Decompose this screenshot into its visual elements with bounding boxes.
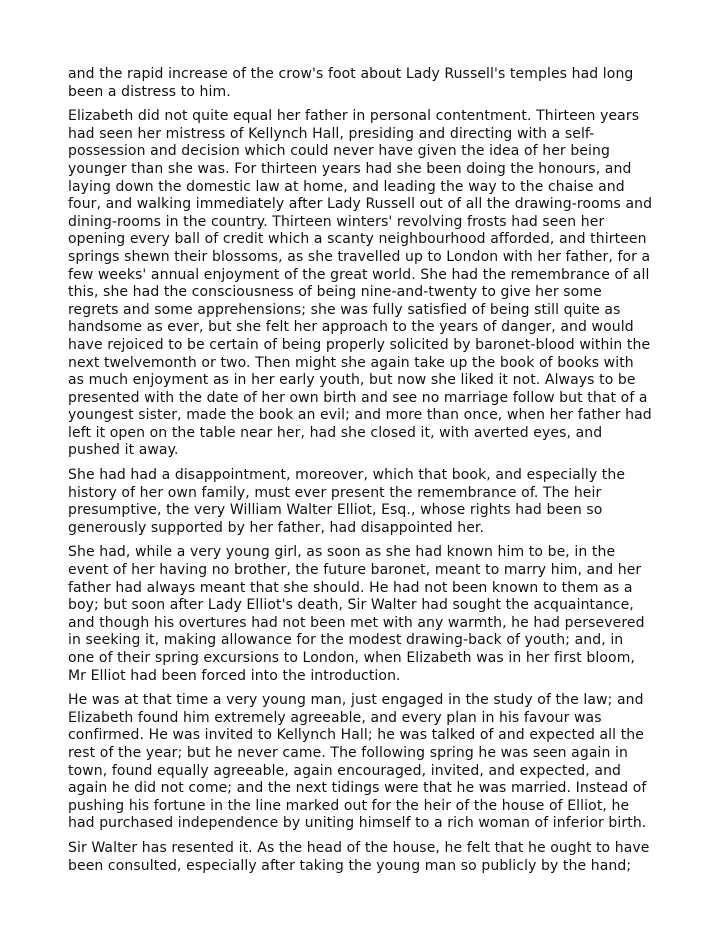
document-body [68, 66, 668, 882]
paragraph: Elizabeth did not quite equal her father in personal contentment. Thirteen years had seen her mistress of Kellynch Hall, presiding and directing with a self- possession and decision which could never have given the idea of her being younger than she was. For thirteen years had she been doing the honours, and laying down the domestic law at home, and leading the way to the chaise and four, and walking immediately after Lady Russell out of all the drawing-rooms and dining-rooms in the country. Thirteen winters' revolving frosts had seen her opening every ball of credit which a scanty neighbourhood afforded, and thirteen springs shewn their blossoms, as she travelled up to London with her father, for a few weeks' annual enjoyment of the great world. She had the remembrance of all this, she had the consciousness of being nine-and-twenty to give her some regrets and some apprehensions; she was fully satisfied of being still quite as handsome as ever, but she felt her approach to the years of danger, and would have rejoiced to be certain of being properly solicited by baronet-blood within the next twelvemonth or two. Then might she again take up the book of books with as much enjoyment as in her early youth, but now she liked it not. Always to be presented with the date of her own birth and see no marriage follow but that of a youngest sister, made the book an evil; and more than once, when her father had left it open on the table near her, had she closed it, with averted eyes, and pushed it away. [68, 108, 653, 459]
paragraph: He was at that time a very young man, just engaged in the study of the law; and Elizabeth found him extremely agreeable, and every plan in his favour was confirmed. He was invited to Kellynch Hall; he was talked of and expected all the rest of the year; but he never came. The following spring he was seen again in town, found equally agreeable, again encouraged, invited, and expected, and again he did not come; and the next tidings were that he was married. Instead of pushing his fortune in the line marked out for the heir of the house of Elliot, he had purchased independence by uniting himself to a rich woman of inferior birth. [68, 692, 647, 832]
paragraph: and the rapid increase of the crow's foot about Lady Russell's temples had long been a distress to him. [68, 66, 634, 100]
paragraph: She had had a disappointment, moreover, which that book, and especially the history of her own family, must ever present the remembrance of. The heir presumptive, the very William Walter Elliot, Esq., whose rights had been so generously supported by her father, had disappointed her. [68, 467, 626, 536]
paragraph: She had, while a very young girl, as soon as she had known him to be, in the event of her having no brother, the future baronet, meant to marry him, and her father had always meant that she should. He had not been known to them as a boy; but soon after Lady Elliot's death, Sir Walter had sought the acquaintance, and though his overtures had not been met with any warmth, he had persevered in seeking it, making allowance for the modest drawing-back of youth; and, in one of their spring excursions to London, when Elizabeth was in her first bloom, Mr Elliot had been forced into the introduction. [68, 544, 645, 684]
paragraph: Sir Walter has resented it. As the head of the house, he felt that he ought to have been consulted, especially after taking the young man so publicly by the hand; [68, 839, 650, 874]
